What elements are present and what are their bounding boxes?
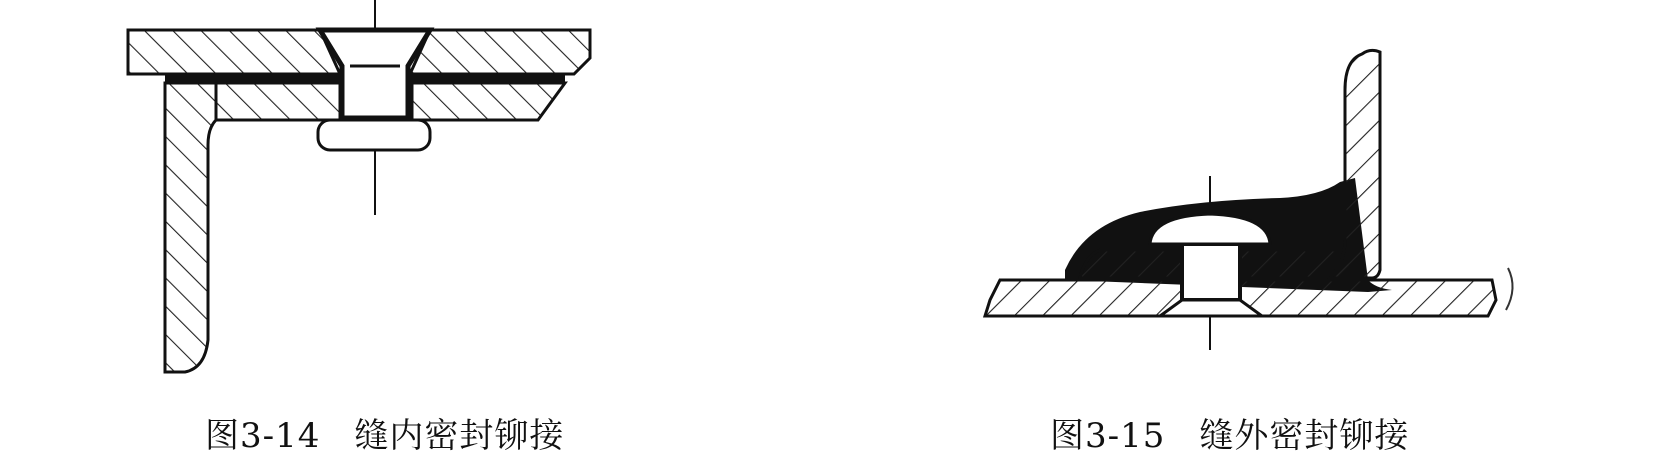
figure-number-3-14: 图3-14	[205, 416, 321, 456]
figure-3-15-drawing	[985, 50, 1513, 350]
rivet-shop-head-left	[318, 120, 430, 150]
angle-vertical-leg	[165, 83, 216, 372]
top-plate-right	[410, 30, 590, 74]
edge-mark	[1506, 268, 1513, 310]
rivet-shank-right	[1182, 244, 1240, 300]
top-plate-left	[128, 30, 340, 74]
figure-title-3-15: 缝外密封铆接	[1199, 416, 1410, 456]
figure-title-3-14: 缝内密封铆接	[354, 416, 565, 456]
figure-number-3-15: 图3-15	[1050, 416, 1166, 456]
caption-figure-3-14	[205, 408, 564, 457]
figure-3-14-drawing	[128, 0, 590, 372]
angle-flange-right	[412, 83, 565, 120]
caption-figure-3-15	[1050, 408, 1409, 457]
